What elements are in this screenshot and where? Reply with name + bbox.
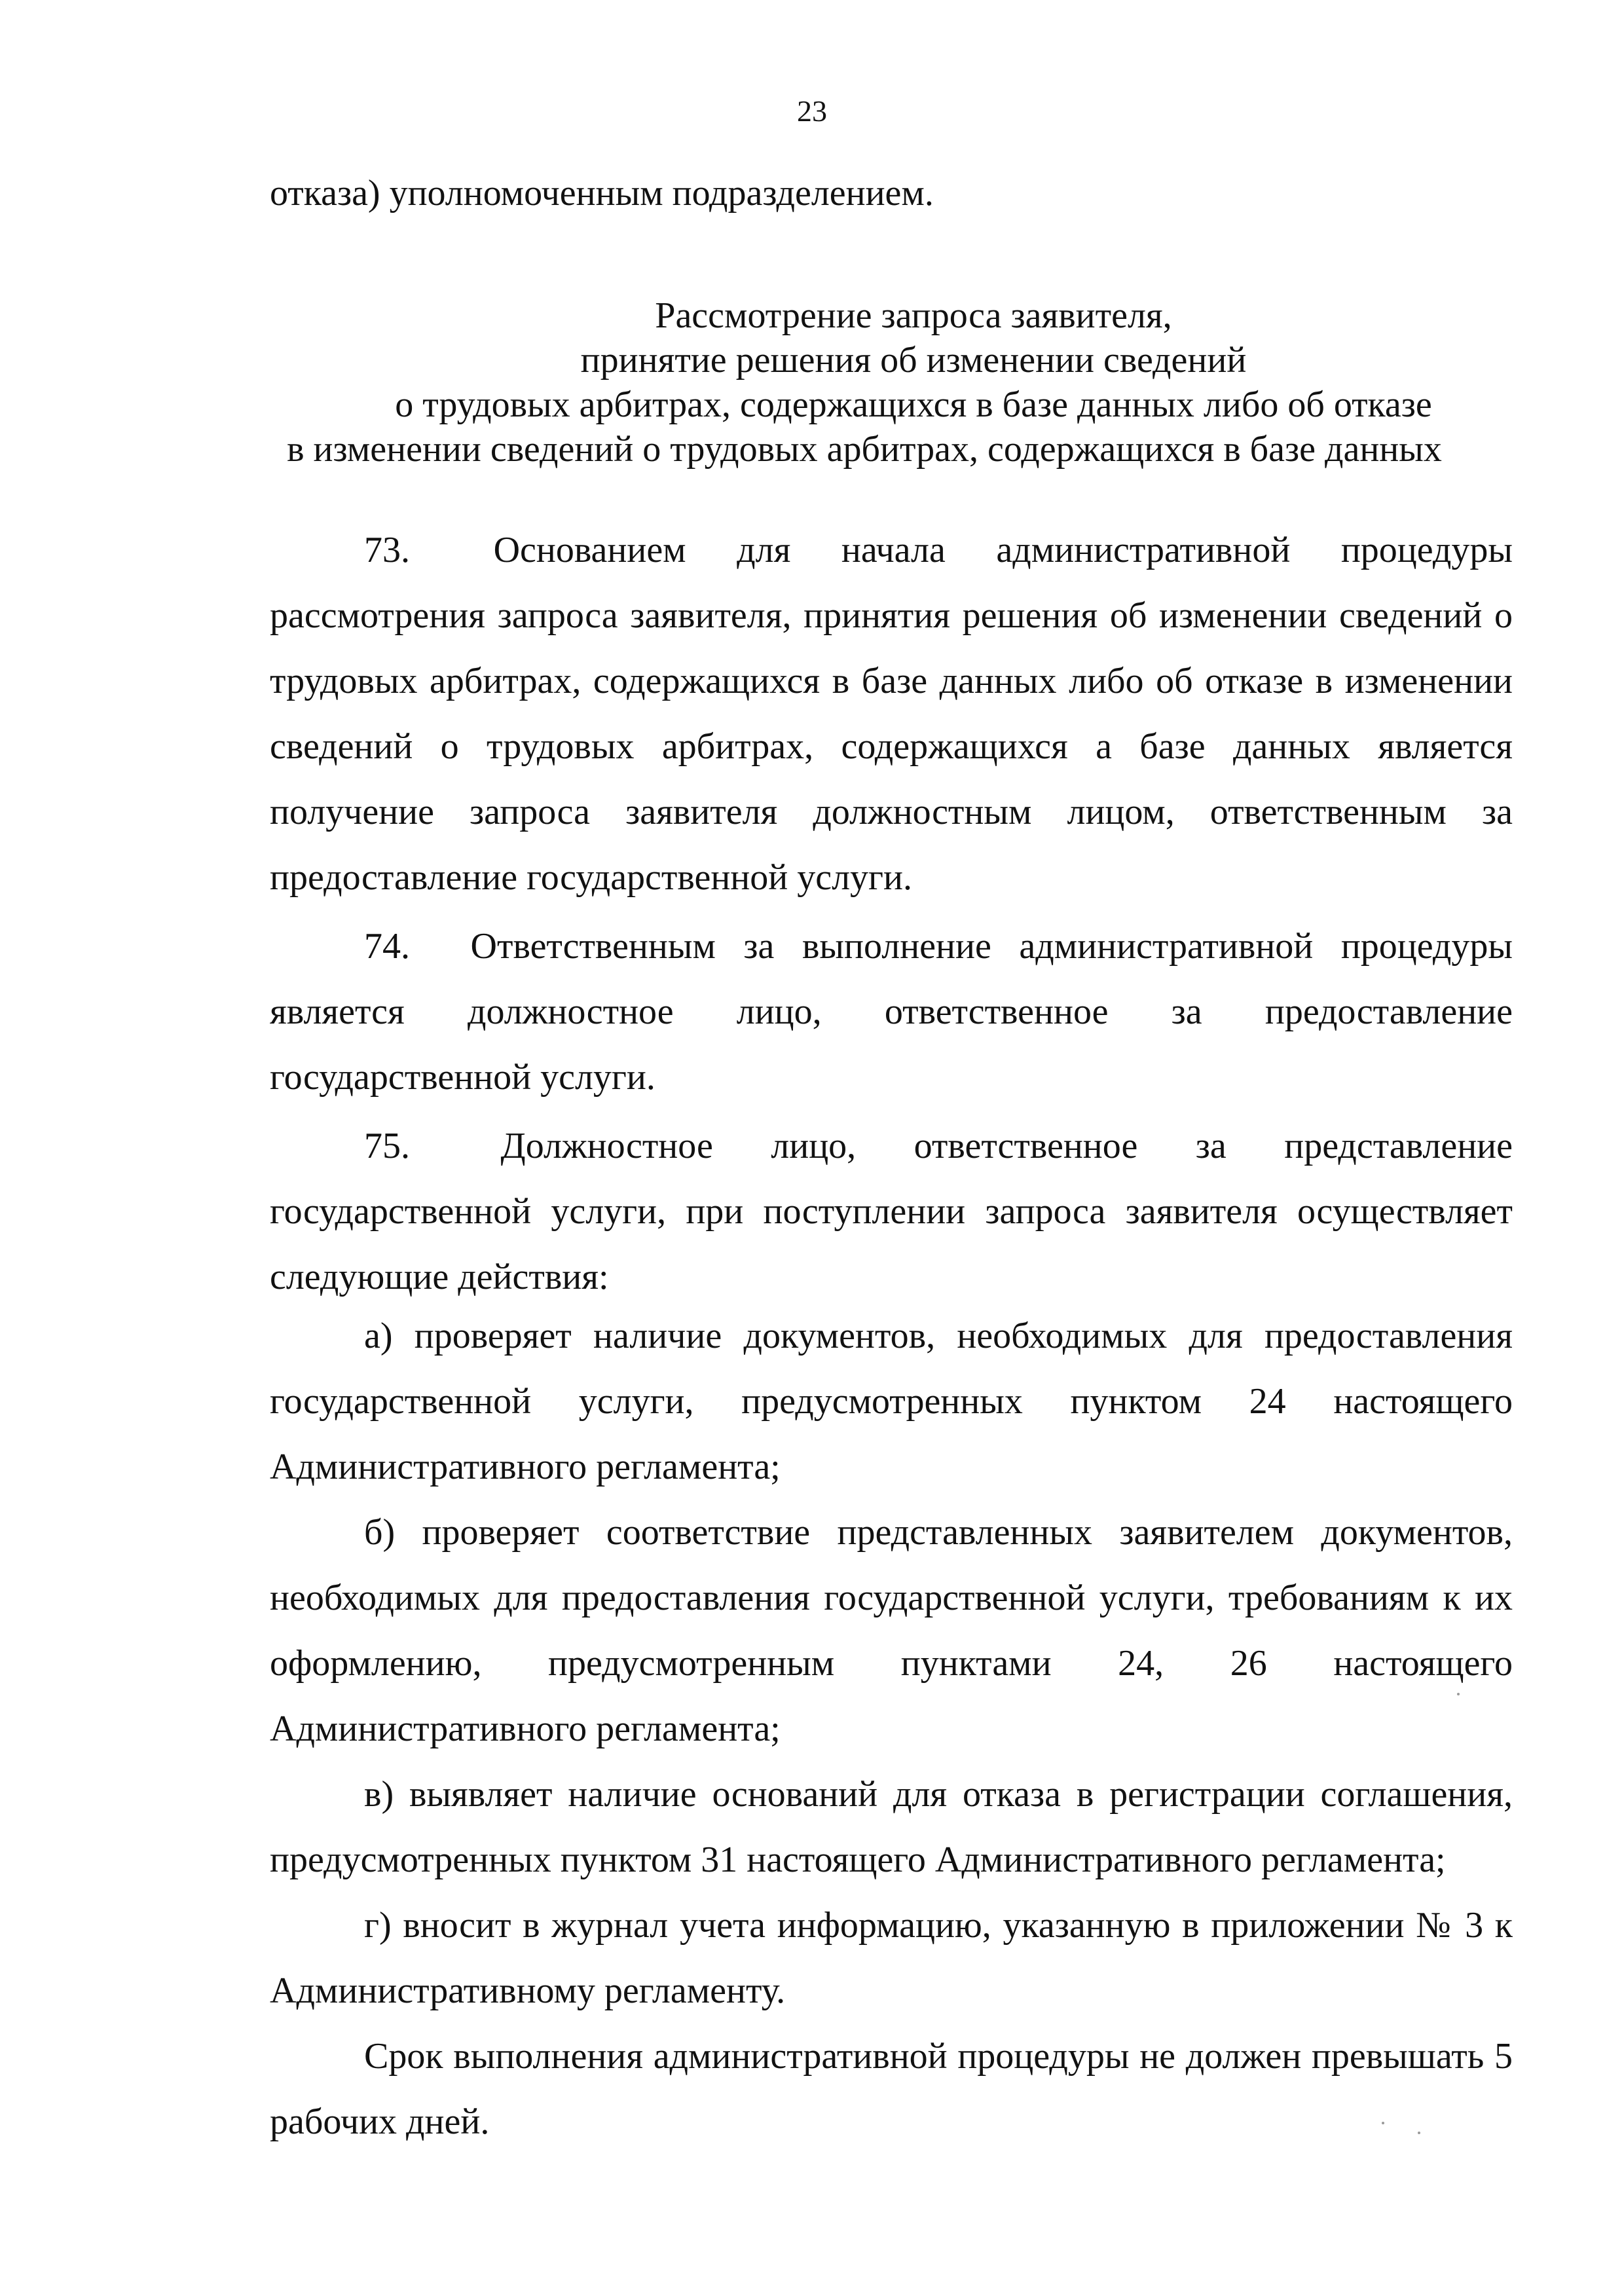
list-item-text: в) выявляет наличие оснований для отказа в регистрации соглашения, предусмотренных пунктом 31 настоящего Административного регламента;	[270, 1774, 1513, 1880]
paragraph-75	[270, 1113, 1513, 1310]
scan-artifact	[1418, 2132, 1420, 2134]
list-item-text: г) вносит в журнал учета информацию, указанную в приложении № 3 к Административному регламенту.	[270, 1905, 1513, 2011]
paragraph-number: 73.	[364, 530, 410, 570]
list-item-text: б) проверяет соответствие представленных заявителем документов, необходимых для предоставления государственной услуги, требованиям к их оформлению, предусмотренным пунктами 24, 26 настоящего Административного регламента;	[270, 1512, 1513, 1749]
continuation-line: отказа) уполномоченным подразделением.	[270, 173, 934, 213]
scan-artifact	[1457, 1693, 1460, 1695]
list-item-a	[270, 1303, 1513, 1500]
paragraph-text: Ответственным за выполнение административной процедуры является должностное лицо, ответственное за предоставление государственной услуги.	[270, 926, 1513, 1098]
list-item-text: а) проверяет наличие документов, необходимых для предоставления государственной услуги, предусмотренных пунктом 24 настоящего Административного регламента;	[270, 1316, 1513, 1487]
page-number: 23	[797, 94, 827, 128]
heading-line-1: Рассмотрение запроса заявителя,	[655, 295, 1172, 336]
heading-line-4: в изменении сведений о трудовых арбитрах, содержащихся в базе данных	[287, 429, 1442, 470]
paragraph-73	[270, 517, 1513, 910]
scan-artifact	[1382, 2122, 1384, 2124]
heading-line-2: принятие решения об изменении сведений	[580, 340, 1247, 380]
term-text: Срок выполнения административной процедуры не должен превышать 5 рабочих дней.	[270, 2036, 1513, 2142]
list-item-g	[270, 1893, 1513, 2024]
heading-line-3: о трудовых арбитрах, содержащихся в базе данных либо об отказе	[395, 384, 1432, 425]
paragraph-text: Основанием для начала административной процедуры рассмотрения запроса заявителя, принятия решения об изменении сведений о трудовых арбитрах, содержащихся в базе данных либо об отказе в изменении сведений о трудовых арбитрах, содержащихся а базе данных является получение запроса заявителя должностным лицом, ответственным за предоставление государственной услуги.	[270, 530, 1513, 898]
list-item-v	[270, 1762, 1513, 1893]
paragraph-74	[270, 914, 1513, 1110]
term-paragraph	[270, 2024, 1513, 2154]
paragraph-text: Должностное лицо, ответственное за представление государственной услуги, при поступлении запроса заявителя осуществляет следующие действия:	[270, 1126, 1513, 1297]
paragraph-number: 74.	[364, 926, 410, 967]
section-heading	[216, 293, 1513, 471]
paragraph-number: 75.	[364, 1126, 410, 1166]
list-item-b	[270, 1500, 1513, 1762]
